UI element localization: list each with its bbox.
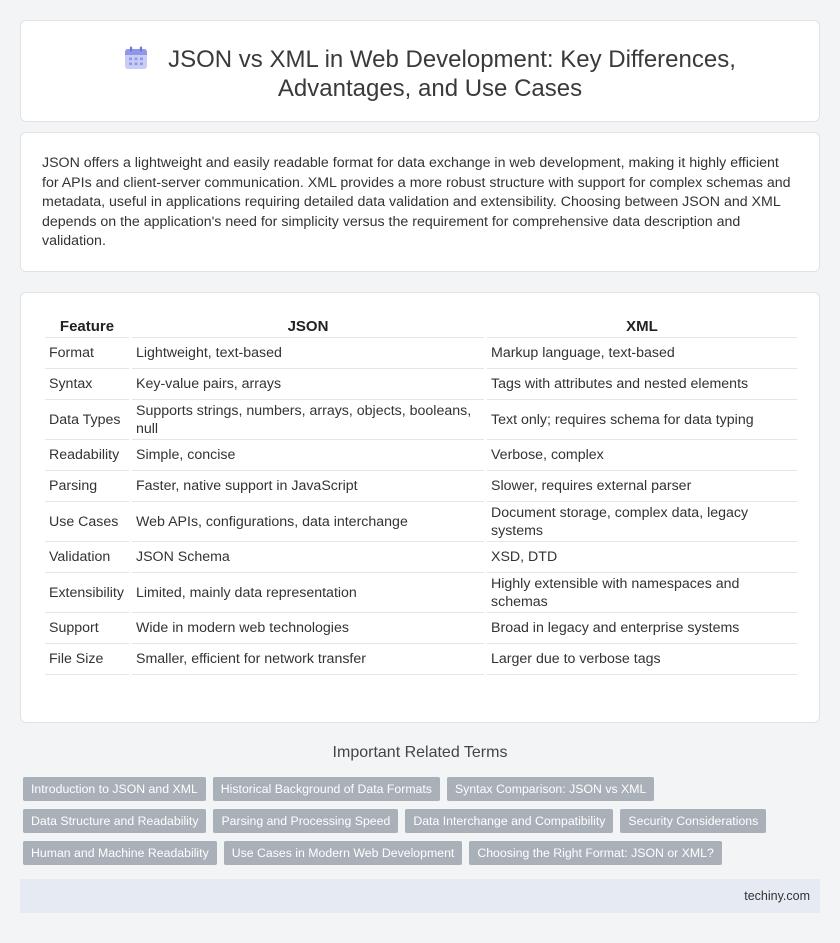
related-term-tag[interactable]: Human and Machine Readability bbox=[23, 841, 217, 865]
xml-cell: XSD, DTD bbox=[487, 542, 797, 573]
related-term-tag[interactable]: Introduction to JSON and XML bbox=[23, 777, 206, 801]
json-cell: Limited, mainly data representation bbox=[132, 573, 484, 613]
table-row bbox=[45, 502, 797, 542]
xml-cell: Markup language, text-based bbox=[487, 338, 797, 369]
summary-card bbox=[20, 132, 820, 272]
related-terms-tags bbox=[23, 777, 803, 873]
table-row bbox=[45, 573, 797, 613]
related-term-tag[interactable]: Use Cases in Modern Web Development bbox=[224, 841, 463, 865]
xml-cell: Tags with attributes and nested elements bbox=[487, 369, 797, 400]
comparison-table-card bbox=[20, 292, 820, 723]
feature-cell: File Size bbox=[45, 644, 129, 675]
feature-cell: Syntax bbox=[45, 369, 129, 400]
table-row bbox=[45, 400, 797, 440]
feature-cell: Parsing bbox=[45, 471, 129, 502]
tag-row bbox=[23, 777, 803, 801]
xml-cell: Slower, requires external parser bbox=[487, 471, 797, 502]
related-term-tag[interactable]: Security Considerations bbox=[620, 809, 766, 833]
related-term-tag[interactable]: Data Structure and Readability bbox=[23, 809, 206, 833]
tag-row bbox=[23, 841, 803, 865]
json-cell: Wide in modern web technologies bbox=[132, 613, 484, 644]
header-json: JSON bbox=[132, 313, 484, 338]
feature-cell: Format bbox=[45, 338, 129, 369]
table-row bbox=[45, 542, 797, 573]
related-term-tag[interactable]: Syntax Comparison: JSON vs XML bbox=[447, 777, 654, 801]
xml-cell: Highly extensible with namespaces and schemas bbox=[487, 573, 797, 613]
table-row bbox=[45, 644, 797, 675]
related-terms-heading: Important Related Terms bbox=[332, 744, 508, 761]
related-term-tag[interactable]: Choosing the Right Format: JSON or XML? bbox=[469, 841, 721, 865]
table-row bbox=[45, 440, 797, 471]
feature-cell: Support bbox=[45, 613, 129, 644]
related-term-tag[interactable]: Parsing and Processing Speed bbox=[213, 809, 398, 833]
xml-cell: Verbose, complex bbox=[487, 440, 797, 471]
header-feature: Feature bbox=[45, 313, 129, 338]
xml-cell: Broad in legacy and enterprise systems bbox=[487, 613, 797, 644]
footer-bar bbox=[20, 879, 820, 913]
feature-cell: Use Cases bbox=[45, 502, 129, 542]
calendar-icon bbox=[124, 46, 148, 70]
table-header-row bbox=[45, 313, 797, 338]
header-xml: XML bbox=[487, 313, 797, 338]
table-row bbox=[45, 369, 797, 400]
page-title: JSON vs XML in Web Development: Key Differences, Advantages, and Use Cases bbox=[168, 46, 736, 102]
json-cell: Lightweight, text-based bbox=[132, 338, 484, 369]
json-cell: Smaller, efficient for network transfer bbox=[132, 644, 484, 675]
tag-row bbox=[23, 809, 803, 833]
feature-cell: Data Types bbox=[45, 400, 129, 440]
xml-cell: Larger due to verbose tags bbox=[487, 644, 797, 675]
page-title-wrap bbox=[61, 45, 799, 103]
json-cell: Web APIs, configurations, data interchange bbox=[132, 502, 484, 542]
related-term-tag[interactable]: Data Interchange and Compatibility bbox=[405, 809, 613, 833]
json-cell: Supports strings, numbers, arrays, objects, booleans, null bbox=[132, 400, 484, 440]
json-cell: Faster, native support in JavaScript bbox=[132, 471, 484, 502]
xml-cell: Document storage, complex data, legacy systems bbox=[487, 502, 797, 542]
json-cell: Key-value pairs, arrays bbox=[132, 369, 484, 400]
json-cell: JSON Schema bbox=[132, 542, 484, 573]
table-row bbox=[45, 613, 797, 644]
table-row bbox=[45, 471, 797, 502]
json-cell: Simple, concise bbox=[132, 440, 484, 471]
feature-cell: Extensibility bbox=[45, 573, 129, 613]
summary-text: JSON offers a lightweight and easily readable format for data exchange in web development, making it highly efficient for APIs and client-server communication. XML provides a more robust structure with support for complex schemas and metadata, useful in applications requiring detailed data validation and extensibility. Choosing between JSON and XML depends on the application's need for simplicity versus the requirement for comprehensive data description and validation. bbox=[42, 155, 791, 249]
xml-cell: Text only; requires schema for data typing bbox=[487, 400, 797, 440]
comparison-table bbox=[42, 313, 800, 675]
feature-cell: Readability bbox=[45, 440, 129, 471]
footer-site[interactable]: techiny.com bbox=[744, 889, 810, 903]
related-term-tag[interactable]: Historical Background of Data Formats bbox=[213, 777, 440, 801]
table-row bbox=[45, 338, 797, 369]
feature-cell: Validation bbox=[45, 542, 129, 573]
title-card bbox=[20, 20, 820, 122]
